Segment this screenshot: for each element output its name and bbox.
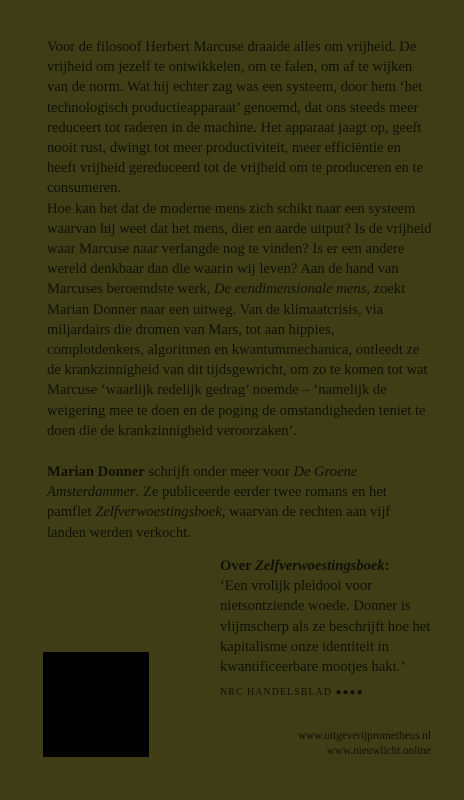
blurb-paragraph-2: [47, 199, 432, 441]
bio-text-3: , waarvan de rechten aan vijf landen werden verkocht.: [47, 504, 391, 541]
review-over-label: Over: [220, 558, 255, 574]
blurb-paragraph-2-part-1: Hoe kan het dat de moderne mens zich schikt naar een systeem waarvan hij weet dat het mens, dier en aarde uitput? Is de vrijheid waar Marcuse naar verlangde nog te vinden? Is er een andere wereld denkbaar dan die waarin wij leven? Aan de hand van Marcuses beroemdste werk,: [47, 200, 432, 298]
review-book-title: Zelfverwoestingsboek: [255, 558, 385, 574]
review-colon: :: [384, 558, 390, 574]
book-title-eendimensionale-mens: De eendimensionale mens: [213, 281, 367, 298]
magazine-title: De Groene Amsterdammer: [47, 464, 358, 501]
author-name: Marian Donner: [47, 464, 145, 480]
review-source: NRC HANDELSBLAD ●●●●: [220, 687, 364, 699]
website-link-nieuwlicht[interactable]: www.nieuwlicht.online: [326, 745, 431, 757]
author-bio: [47, 462, 432, 543]
black-square-block: [43, 652, 149, 757]
review-quote-block: [220, 556, 432, 703]
review-heading: [220, 556, 432, 576]
bio-text-1: schrijft onder meer voor: [144, 464, 294, 480]
website-link-prometheus[interactable]: www.uitgeverijprometheus.nl: [298, 730, 431, 742]
publisher-links: [298, 729, 431, 759]
blurb-paragraph-1: Voor de filosoof Herbert Marcuse draaide alles om vrijheid. De vrijheid om jezelf te ontwikkelen, om te falen, om af te wijken van de norm. Wat hij echter zag was een systeem, door hem ‘het technologisch productieapparaat’ genoemd, dat ons steeds meer reduceert tot raderen in de machine. Het apparaat jaagt op, geeft nooit rust, dwingt tot meer productiviteit, meer efficiëntie en heeft vrijheid gereduceerd tot de vrijheid om te produceren en te consumeren.: [47, 39, 424, 197]
bio-text-2: . Ze publiceerde eerder twee romans en het pamflet: [47, 484, 387, 521]
pamphlet-title: Zelfverwoestingsboek: [95, 504, 222, 521]
review-quote: ‘Een vrolijk pleidooi voor nietsontziende woede. Donner is vlijmscherp als ze beschrijft hoe het kapitalisme onze identiteit in kwantificeerbare mootjes hakt.’: [220, 578, 431, 676]
blurb: [47, 37, 432, 441]
blurb-paragraph-2-part-2: , zoekt Marian Donner naar een uitweg. Van de klimaatcrisis, via miljardairs die dromen van Mars, tot aan hippies, complotdenkers, algoritmen en kwantummechanica, ontleedt ze de krankzinnigheid van dit tijdsgewricht, om zo te komen tot wat Marcuse ‘waarlijk redelijk gedrag’ noemde – ‘namelijk de weigering mee te doen en de poging de omstandigheden teniet te doen die de krankzinnigheid veroorzaken’.: [47, 281, 428, 439]
